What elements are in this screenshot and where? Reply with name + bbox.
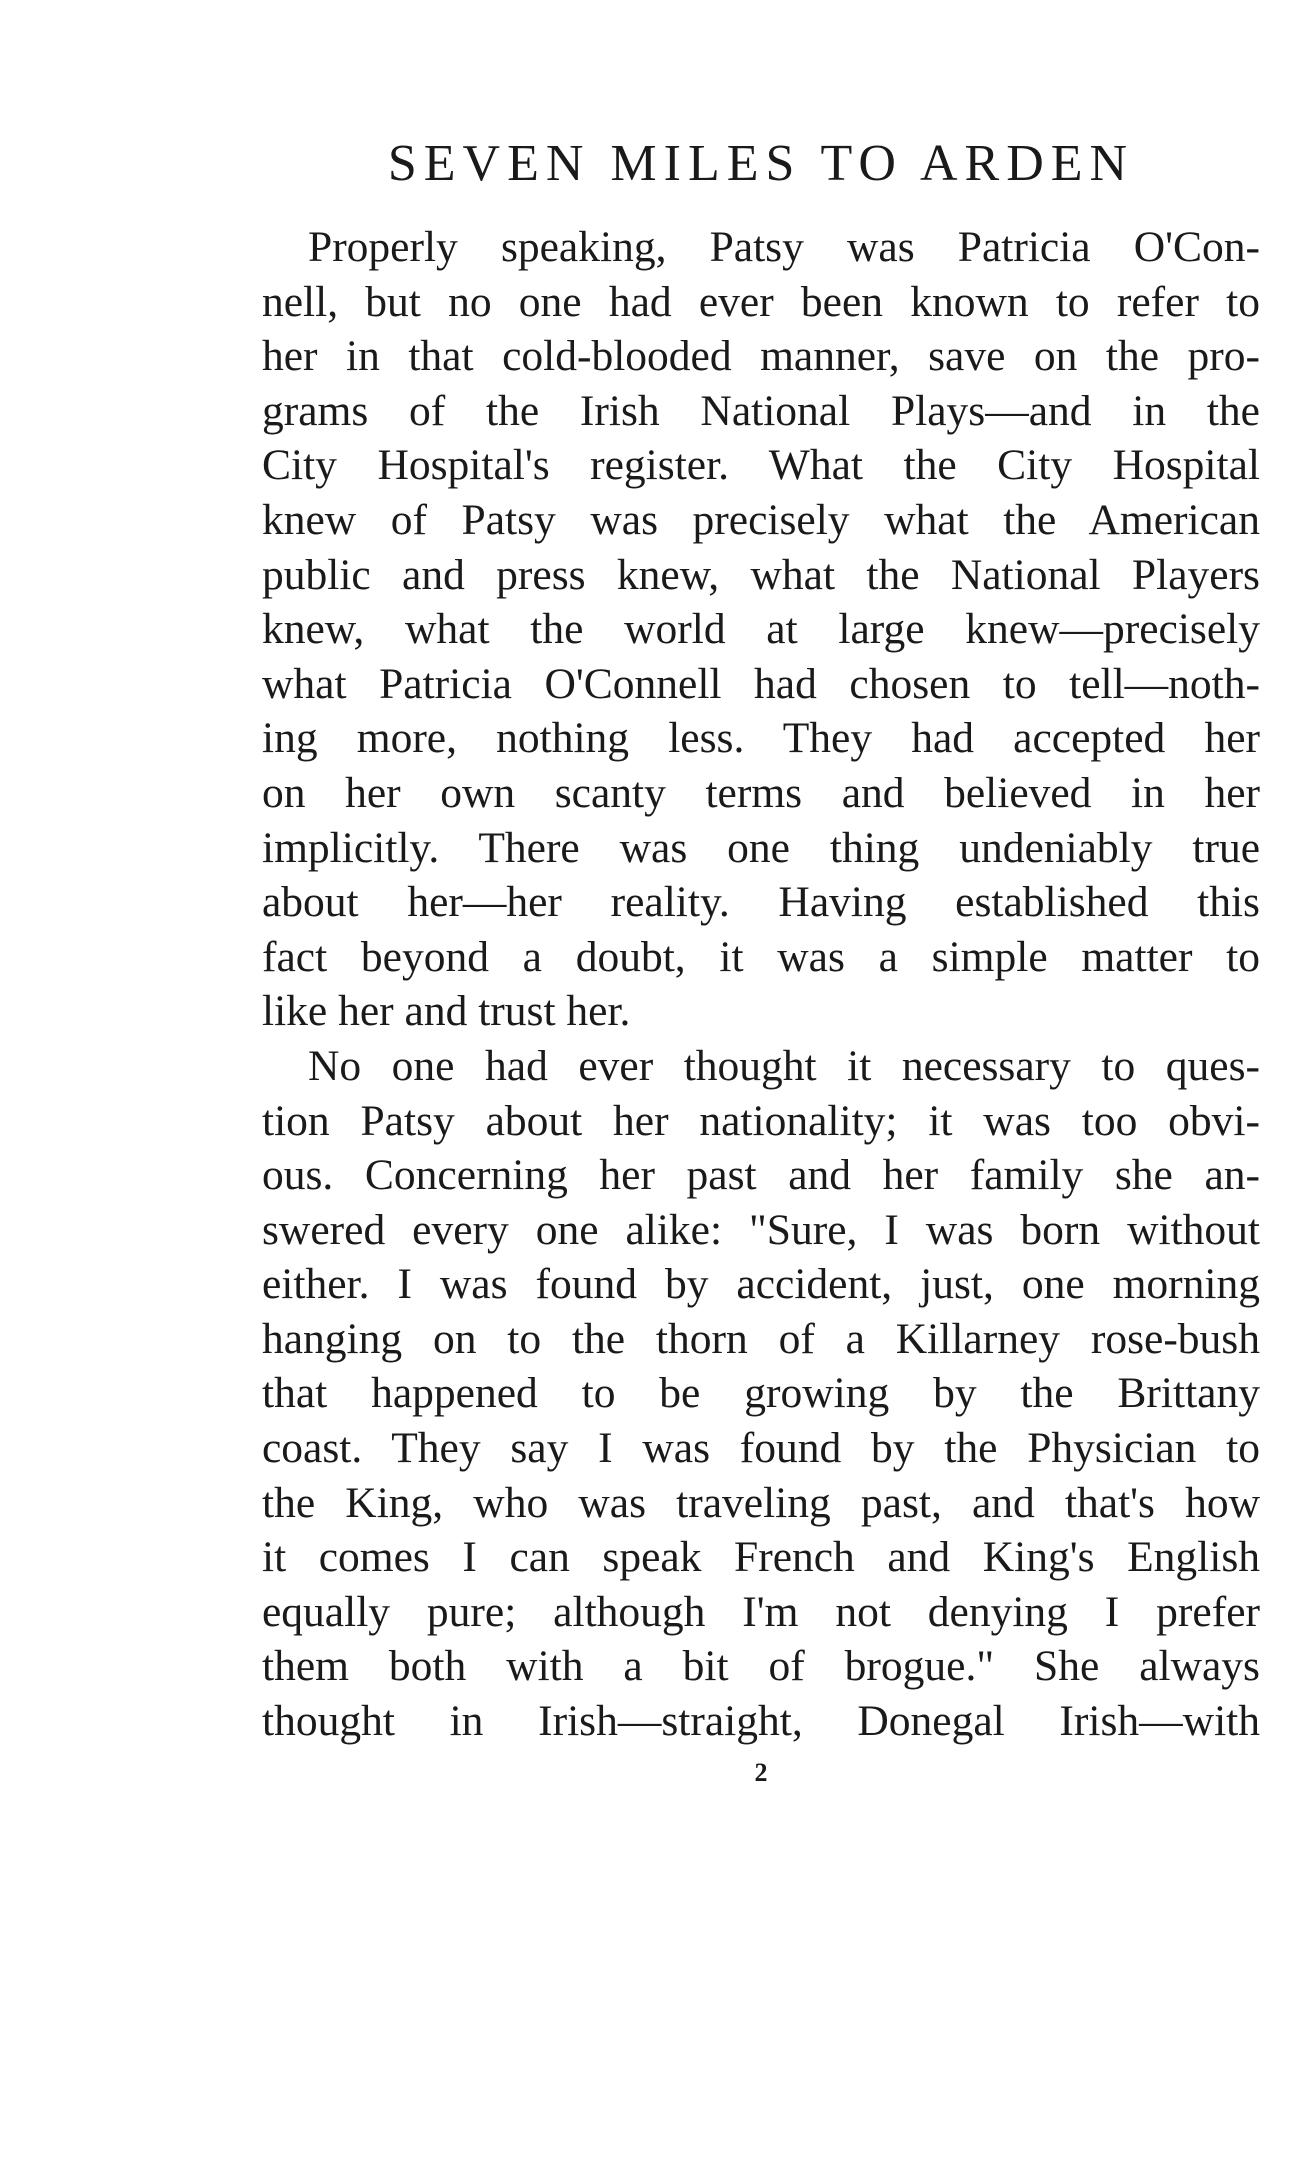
text-line: coast. They say I was found by the Physician to — [262, 1424, 1260, 1473]
body-text — [262, 220, 1260, 1749]
text-line: grams of the Irish National Plays—and in the — [262, 386, 1260, 435]
text-line: swered every one alike: "Sure, I was born without — [262, 1205, 1260, 1254]
text-line: tion Patsy about her nationality; it was too obvi- — [262, 1096, 1260, 1145]
text-line: either. I was found by accident, just, one morning — [262, 1260, 1260, 1309]
text-line: knew of Patsy was precisely what the American — [262, 495, 1260, 544]
text-line: public and press knew, what the National Players — [262, 550, 1260, 599]
page-number: 2 — [754, 1758, 768, 1787]
running-head: SEVEN MILES TO ARDEN — [387, 135, 1135, 192]
text-line: ing more, nothing less. They had accepted her — [262, 714, 1260, 763]
text-line: equally pure; although I'm not denying I prefer — [262, 1587, 1260, 1636]
text-line: nell, but no one had ever been known to refer to — [262, 277, 1260, 326]
text-line: No one had ever thought it necessary to ques- — [308, 1041, 1260, 1090]
text-line: them both with a bit of brogue." She always — [262, 1642, 1260, 1691]
text-line: fact beyond a doubt, it was a simple matter to — [262, 932, 1260, 981]
text-line: City Hospital's register. What the City Hospital — [262, 441, 1260, 490]
text-line: the King, who was traveling past, and that's how — [262, 1478, 1260, 1527]
text-line: implicitly. There was one thing undeniably true — [262, 823, 1260, 872]
text-line: hanging on to the thorn of a Killarney rose-bush — [262, 1314, 1260, 1363]
text-line: what Patricia O'Connell had chosen to tell—noth- — [262, 659, 1260, 708]
text-line: ous. Concerning her past and her family she an- — [262, 1151, 1260, 1200]
text-line: like her and trust her. — [262, 987, 631, 1036]
text-line: knew, what the world at large knew—precisely — [262, 605, 1260, 654]
text-line: Properly speaking, Patsy was Patricia O'Con- — [308, 223, 1260, 271]
text-line: her in that cold-blooded manner, save on the pro- — [262, 332, 1260, 381]
text-line: that happened to be growing by the Brittany — [262, 1369, 1260, 1418]
text-line: on her own scanty terms and believed in her — [262, 768, 1260, 817]
text-line: it comes I can speak French and King's English — [262, 1533, 1260, 1582]
text-line: thought in Irish—straight, Donegal Irish—with — [262, 1697, 1260, 1746]
text-line: about her—her reality. Having established this — [262, 878, 1260, 927]
